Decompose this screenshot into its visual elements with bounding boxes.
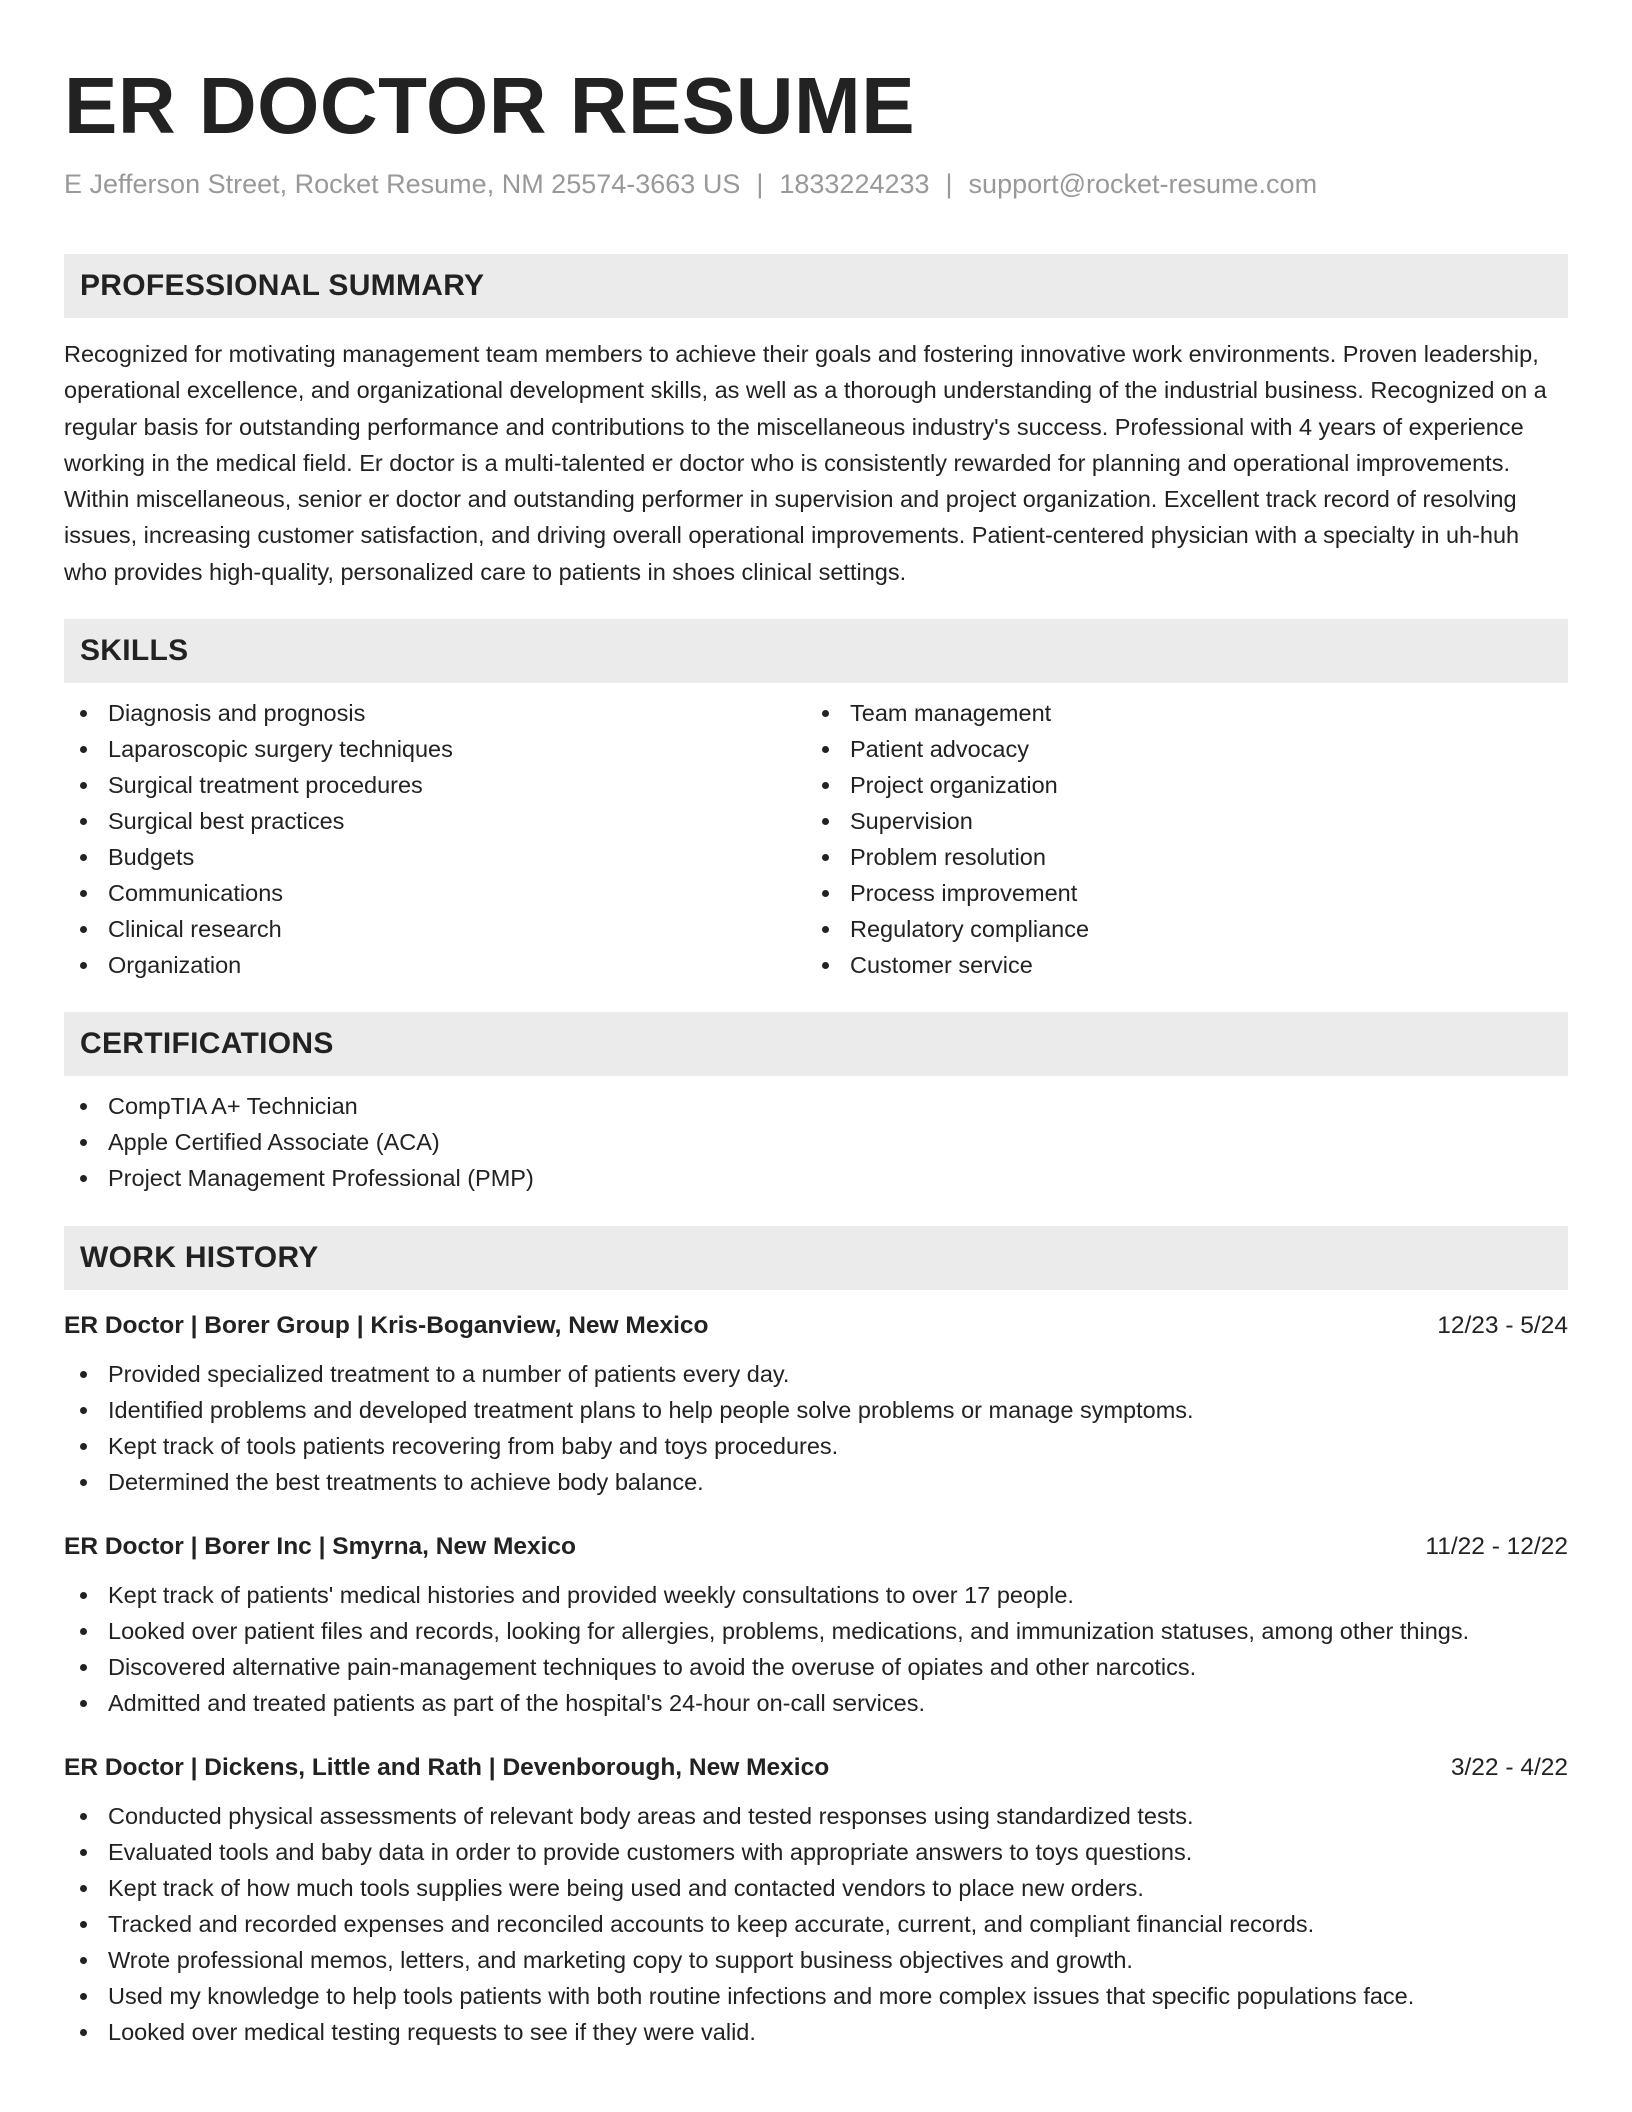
job-dates: 3/22 - 4/22 bbox=[1450, 1754, 1568, 1782]
job-dates: 12/23 - 5/24 bbox=[1437, 1312, 1568, 1340]
skill-item: Surgical treatment procedures bbox=[64, 767, 806, 803]
skill-item: Clinical research bbox=[64, 911, 806, 947]
job-duty: Looked over patient files and records, looking for allergies, problems, medications, and immunization statuses, among other things. bbox=[64, 1613, 1568, 1649]
job-duty: Tracked and recorded expenses and reconciled accounts to keep accurate, current, and compliant financial records. bbox=[64, 1906, 1568, 1942]
skill-item: Budgets bbox=[64, 839, 806, 875]
job-entry bbox=[64, 1531, 1568, 1721]
job-duty: Determined the best treatments to achieve body balance. bbox=[64, 1464, 1568, 1500]
skills-columns bbox=[64, 695, 1568, 983]
job-header bbox=[64, 1310, 1568, 1342]
resume-page bbox=[64, 0, 1568, 2050]
job-duty: Kept track of patients' medical histories and provided weekly consultations to over 17 people. bbox=[64, 1577, 1568, 1613]
contact-separator: | bbox=[756, 169, 764, 199]
skill-item: Process improvement bbox=[806, 875, 1548, 911]
skill-item: Project organization bbox=[806, 767, 1548, 803]
job-duty: Kept track of tools patients recovering from baby and toys procedures. bbox=[64, 1428, 1568, 1464]
job-duty: Discovered alternative pain-management techniques to avoid the overuse of opiates and other narcotics. bbox=[64, 1649, 1568, 1685]
job-duties-list bbox=[64, 1577, 1568, 1721]
skill-item: Regulatory compliance bbox=[806, 911, 1548, 947]
skills-list-right bbox=[806, 695, 1548, 983]
skill-item: Customer service bbox=[806, 947, 1548, 983]
certifications-list bbox=[64, 1088, 1568, 1196]
certification-item: CompTIA A+ Technician bbox=[64, 1088, 1568, 1124]
job-title: ER Doctor | Borer Group | Kris-Boganview, New Mexico bbox=[64, 1312, 709, 1340]
job-duty: Wrote professional memos, letters, and marketing copy to support business objectives and growth. bbox=[64, 1942, 1568, 1978]
contact-address: E Jefferson Street, Rocket Resume, NM 25574-3663 US bbox=[64, 169, 741, 199]
job-title: ER Doctor | Borer Inc | Smyrna, New Mexico bbox=[64, 1533, 577, 1561]
contact-line bbox=[64, 166, 1568, 202]
job-entry bbox=[64, 1752, 1568, 2050]
job-duty: Conducted physical assessments of relevant body areas and tested responses using standardized tests. bbox=[64, 1798, 1568, 1834]
skill-item: Organization bbox=[64, 947, 806, 983]
job-duty: Provided specialized treatment to a number of patients every day. bbox=[64, 1356, 1568, 1392]
section-heading-summary: PROFESSIONAL SUMMARY bbox=[64, 254, 1568, 318]
job-duties-list bbox=[64, 1356, 1568, 1500]
job-duty: Evaluated tools and baby data in order to provide customers with appropriate answers to toys questions. bbox=[64, 1834, 1568, 1870]
certification-item: Project Management Professional (PMP) bbox=[64, 1160, 1568, 1196]
job-duty: Identified problems and developed treatment plans to help people solve problems or manage symptoms. bbox=[64, 1392, 1568, 1428]
contact-email: support@rocket-resume.com bbox=[968, 169, 1318, 199]
job-header bbox=[64, 1531, 1568, 1563]
certification-item: Apple Certified Associate (ACA) bbox=[64, 1124, 1568, 1160]
skill-item: Problem resolution bbox=[806, 839, 1548, 875]
contact-separator: | bbox=[945, 169, 953, 199]
skill-item: Surgical best practices bbox=[64, 803, 806, 839]
job-duties-list bbox=[64, 1798, 1568, 2050]
job-header bbox=[64, 1752, 1568, 1784]
job-duty: Kept track of how much tools supplies were being used and contacted vendors to place new orders. bbox=[64, 1870, 1568, 1906]
contact-phone: 1833224233 bbox=[779, 169, 930, 199]
job-dates: 11/22 - 12/22 bbox=[1425, 1533, 1568, 1561]
job-duty: Used my knowledge to help tools patients with both routine infections and more complex issues that specific populations face. bbox=[64, 1978, 1568, 2014]
skill-item: Communications bbox=[64, 875, 806, 911]
summary-text: Recognized for motivating management team members to achieve their goals and fostering innovative work environments. Proven leadership, operational excellence, and organizational development skills, as well as a thorough understanding of the industrial business. Recognized on a regular basis for outstanding performance and contributions to the miscellaneous industry's success. Professional with 4 years of experience working in the medical field. Er doctor is a multi-talented er doctor who is consistently rewarded for planning and operational improvements. Within miscellaneous, senior er doctor and outstanding performer in supervision and project organization. Excellent track record of resolving issues, increasing customer satisfaction, and driving overall operational improvements. Patient-centered physician with a specialty in uh-huh who provides high-quality, personalized care to patients in shoes clinical settings. bbox=[64, 341, 1547, 585]
skill-item: Diagnosis and prognosis bbox=[64, 695, 806, 731]
skill-item: Team management bbox=[806, 695, 1548, 731]
section-heading-skills: SKILLS bbox=[64, 619, 1568, 683]
section-heading-certifications: CERTIFICATIONS bbox=[64, 1012, 1568, 1076]
job-title: ER Doctor | Dickens, Little and Rath | Devenborough, New Mexico bbox=[64, 1754, 830, 1782]
skill-item: Supervision bbox=[806, 803, 1548, 839]
job-duty: Admitted and treated patients as part of the hospital's 24-hour on-call services. bbox=[64, 1685, 1568, 1721]
skill-item: Patient advocacy bbox=[806, 731, 1548, 767]
skill-item: Laparoscopic surgery techniques bbox=[64, 731, 806, 767]
job-entry bbox=[64, 1310, 1568, 1500]
section-heading-work-history: WORK HISTORY bbox=[64, 1226, 1568, 1290]
resume-title: ER DOCTOR RESUME bbox=[64, 61, 916, 150]
skills-list-left bbox=[64, 695, 806, 983]
job-duty: Looked over medical testing requests to see if they were valid. bbox=[64, 2014, 1568, 2050]
